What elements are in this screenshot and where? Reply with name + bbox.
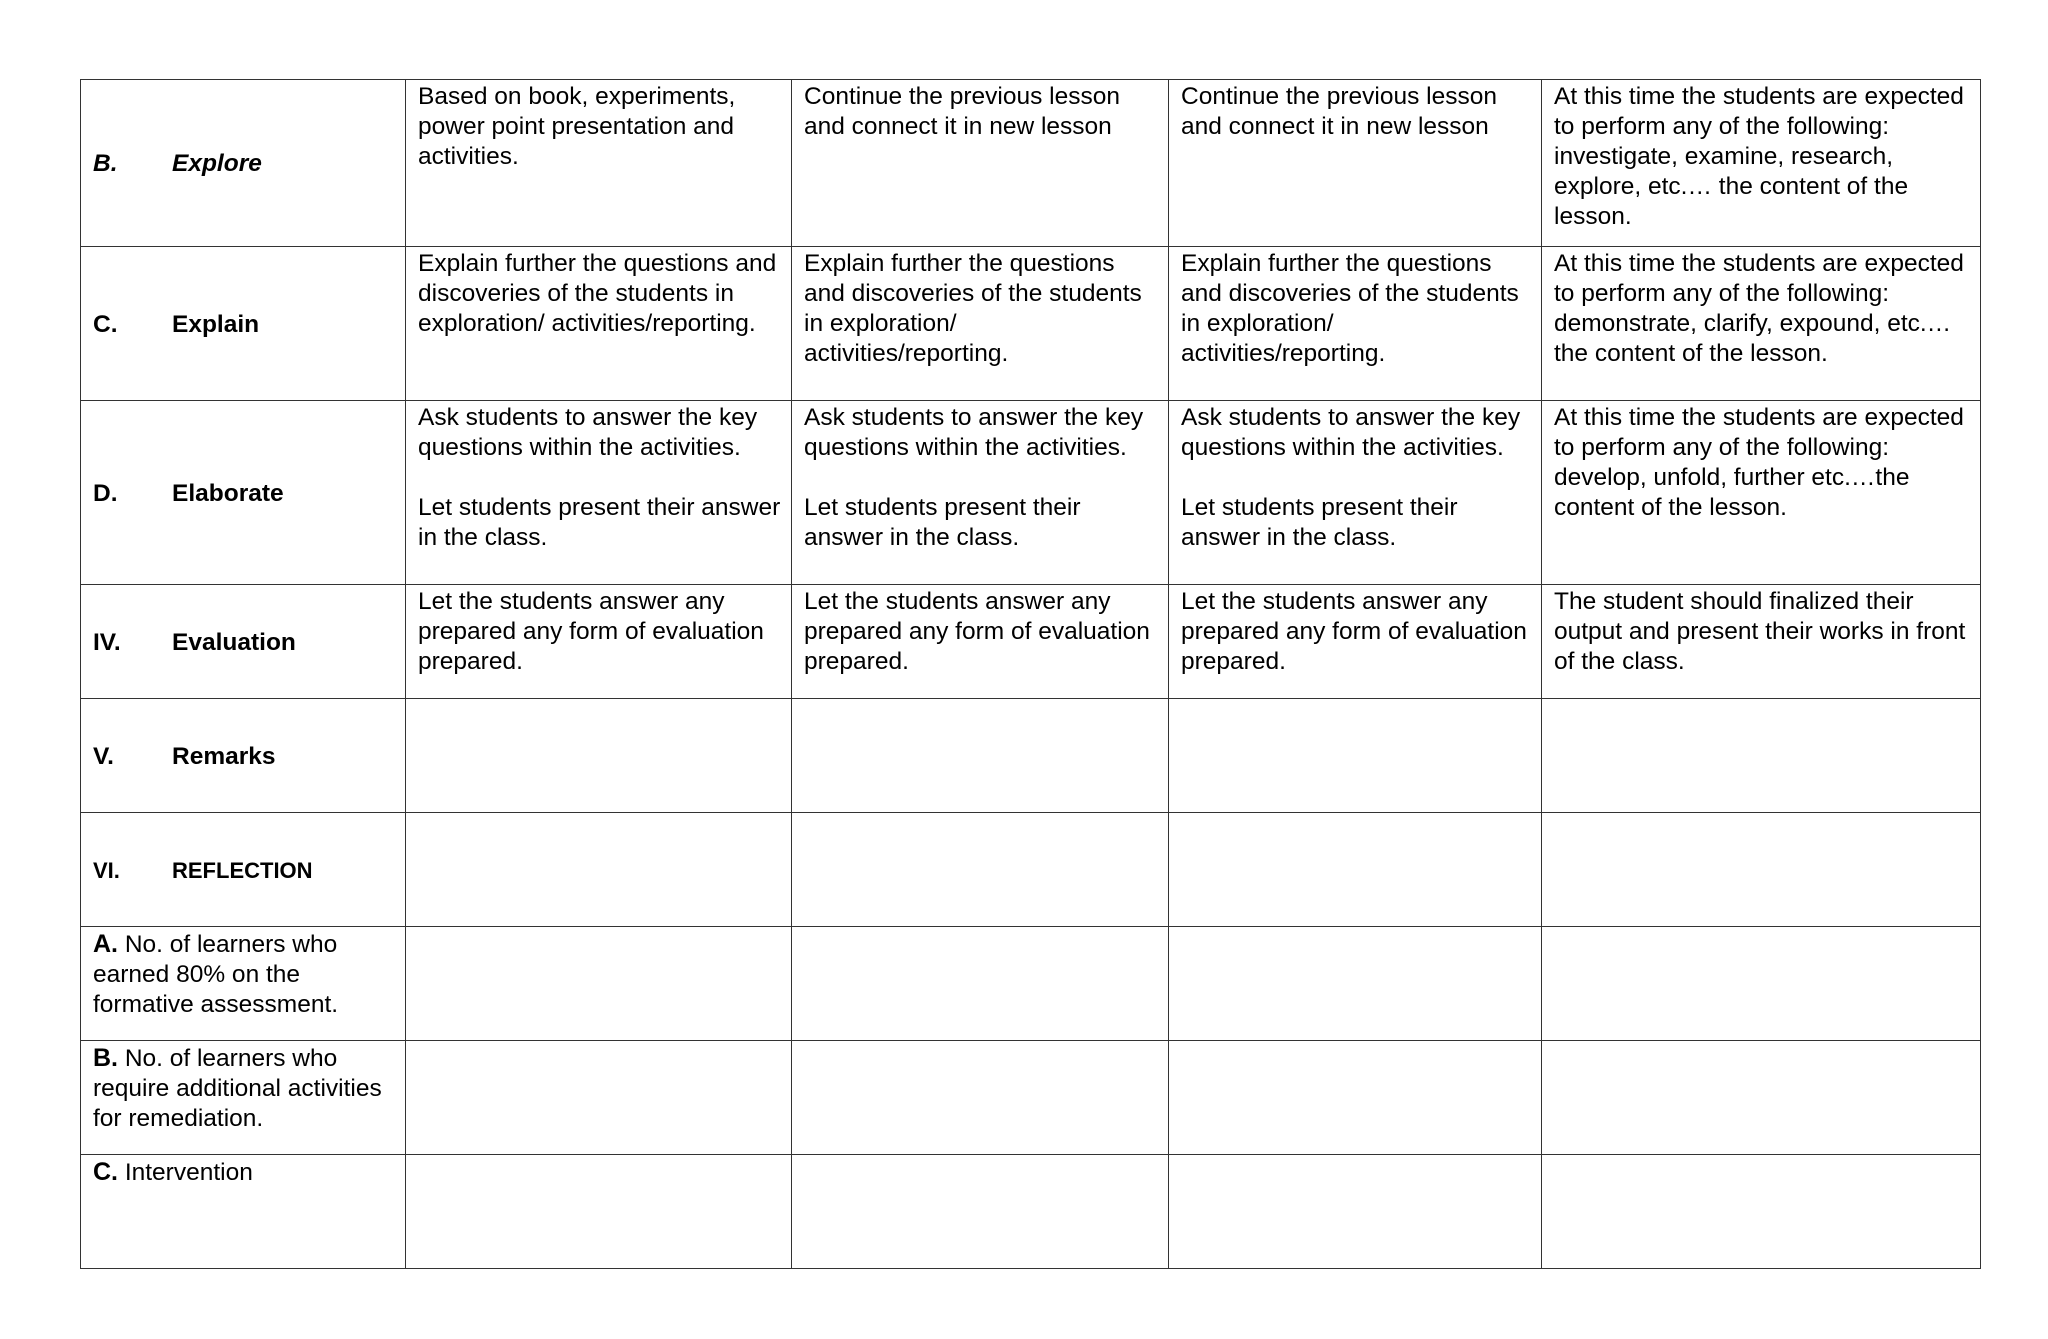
cell-explain-day2: Explain further the questions and discoveries of the students in exploration/ activities/reporting. (792, 247, 1169, 401)
cell-reflection-day2 (792, 813, 1169, 927)
row-explain (81, 247, 1981, 401)
cell-intervention-day2 (792, 1155, 1169, 1269)
cell-elaborate-day1 (406, 401, 792, 585)
row-elaborate (81, 401, 1981, 585)
cell-paragraph: Let students present their answer in the class. (418, 494, 781, 551)
cell-evaluation-day4: The student should finalized their output and present their works in front of the class. (1542, 585, 1981, 699)
row-remediation (81, 1041, 1981, 1155)
cell-remarks-day1 (406, 699, 792, 813)
cell-learners-80-day2 (792, 927, 1169, 1041)
cell-paragraph: Ask students to answer the key questions within the activities. (1181, 404, 1521, 461)
cell-explore-day1: Based on book, experiments, power point presentation and activities. (406, 80, 792, 247)
cell-elaborate-day2 (792, 401, 1169, 585)
cell-explain-day1: Explain further the questions and discoveries of the students in exploration/ activities/reporting. (406, 247, 792, 401)
cell-remediation-day2 (792, 1041, 1169, 1155)
row-number: V. (93, 742, 114, 770)
row-intervention (81, 1155, 1981, 1269)
cell-explore-day2: Continue the previous lesson and connect it in new lesson (792, 80, 1169, 247)
row-explore (81, 80, 1981, 247)
cell-learners-80-day4 (1542, 927, 1981, 1041)
question-letter: A. (93, 930, 118, 958)
cell-remediation-day4 (1542, 1041, 1981, 1155)
row-label-intervention (81, 1155, 406, 1269)
cell-explore-day3: Continue the previous lesson and connect it in new lesson (1169, 80, 1542, 247)
cell-paragraph: Let students present their answer in the class. (1181, 494, 1458, 551)
row-title: Remarks (172, 742, 276, 770)
cell-explain-day4: At this time the students are expected to perform any of the following: demonstrate, clarify, expound, etc.…the content of the lesson. (1542, 247, 1981, 401)
row-label-explore (81, 80, 406, 247)
cell-remediation-day1 (406, 1041, 792, 1155)
row-label-elaborate (81, 401, 406, 585)
cell-explore-day4: At this time the students are expected to perform any of the following: investigate, examine, research, explore, etc.… the content of the lesson. (1542, 80, 1981, 247)
row-label-remediation (81, 1041, 406, 1155)
cell-paragraph: Ask students to answer the key questions within the activities. (804, 404, 1144, 461)
cell-paragraph: Let students present their answer in the class. (804, 494, 1081, 551)
lesson-plan-table (80, 79, 1981, 1269)
question-text: No. of learners who earned 80% on the formative assessment. (93, 931, 339, 1018)
question-text: Intervention (124, 1159, 253, 1186)
row-title: Explain (172, 310, 260, 338)
cell-evaluation-day1: Let the students answer any prepared any form of evaluation prepared. (406, 585, 792, 699)
cell-intervention-day4 (1542, 1155, 1981, 1269)
row-remarks (81, 699, 1981, 813)
cell-reflection-day3 (1169, 813, 1542, 927)
cell-elaborate-day3 (1169, 401, 1542, 585)
cell-learners-80-day3 (1169, 927, 1542, 1041)
row-label-reflection (81, 813, 406, 927)
cell-intervention-day1 (406, 1155, 792, 1269)
row-label-remarks (81, 699, 406, 813)
cell-elaborate-day4: At this time the students are expected to perform any of the following: develop, unfold, further etc.…the content of the lesson. (1542, 401, 1981, 585)
row-label-evaluation (81, 585, 406, 699)
cell-remediation-day3 (1169, 1041, 1542, 1155)
cell-evaluation-day3: Let the students answer any prepared any form of evaluation prepared. (1169, 585, 1542, 699)
row-reflection (81, 813, 1981, 927)
row-title: Elaborate (172, 479, 284, 507)
row-title: REFLECTION (172, 857, 313, 883)
row-label-explain (81, 247, 406, 401)
question-text: No. of learners who require additional activities for remediation. (93, 1045, 382, 1132)
row-number: VI. (93, 857, 120, 883)
row-evaluation (81, 585, 1981, 699)
row-number: IV. (93, 628, 121, 656)
row-title: Evaluation (172, 628, 296, 656)
cell-remarks-day4 (1542, 699, 1981, 813)
question-letter: B. (93, 1044, 118, 1072)
cell-remarks-day3 (1169, 699, 1542, 813)
question-letter: C. (93, 1158, 118, 1186)
cell-paragraph: Ask students to answer the key questions within the activities. (418, 404, 758, 461)
cell-intervention-day3 (1169, 1155, 1542, 1269)
row-label-learners-80 (81, 927, 406, 1041)
row-number: C. (93, 310, 118, 338)
cell-reflection-day1 (406, 813, 792, 927)
cell-explain-day3: Explain further the questions and discoveries of the students in exploration/ activities/reporting. (1169, 247, 1542, 401)
cell-learners-80-day1 (406, 927, 792, 1041)
cell-remarks-day2 (792, 699, 1169, 813)
row-number: B. (93, 150, 118, 177)
row-number: D. (93, 479, 118, 507)
cell-reflection-day4 (1542, 813, 1981, 927)
cell-evaluation-day2: Let the students answer any prepared any form of evaluation prepared. (792, 585, 1169, 699)
row-title: Explore (172, 150, 262, 177)
row-learners-80 (81, 927, 1981, 1041)
